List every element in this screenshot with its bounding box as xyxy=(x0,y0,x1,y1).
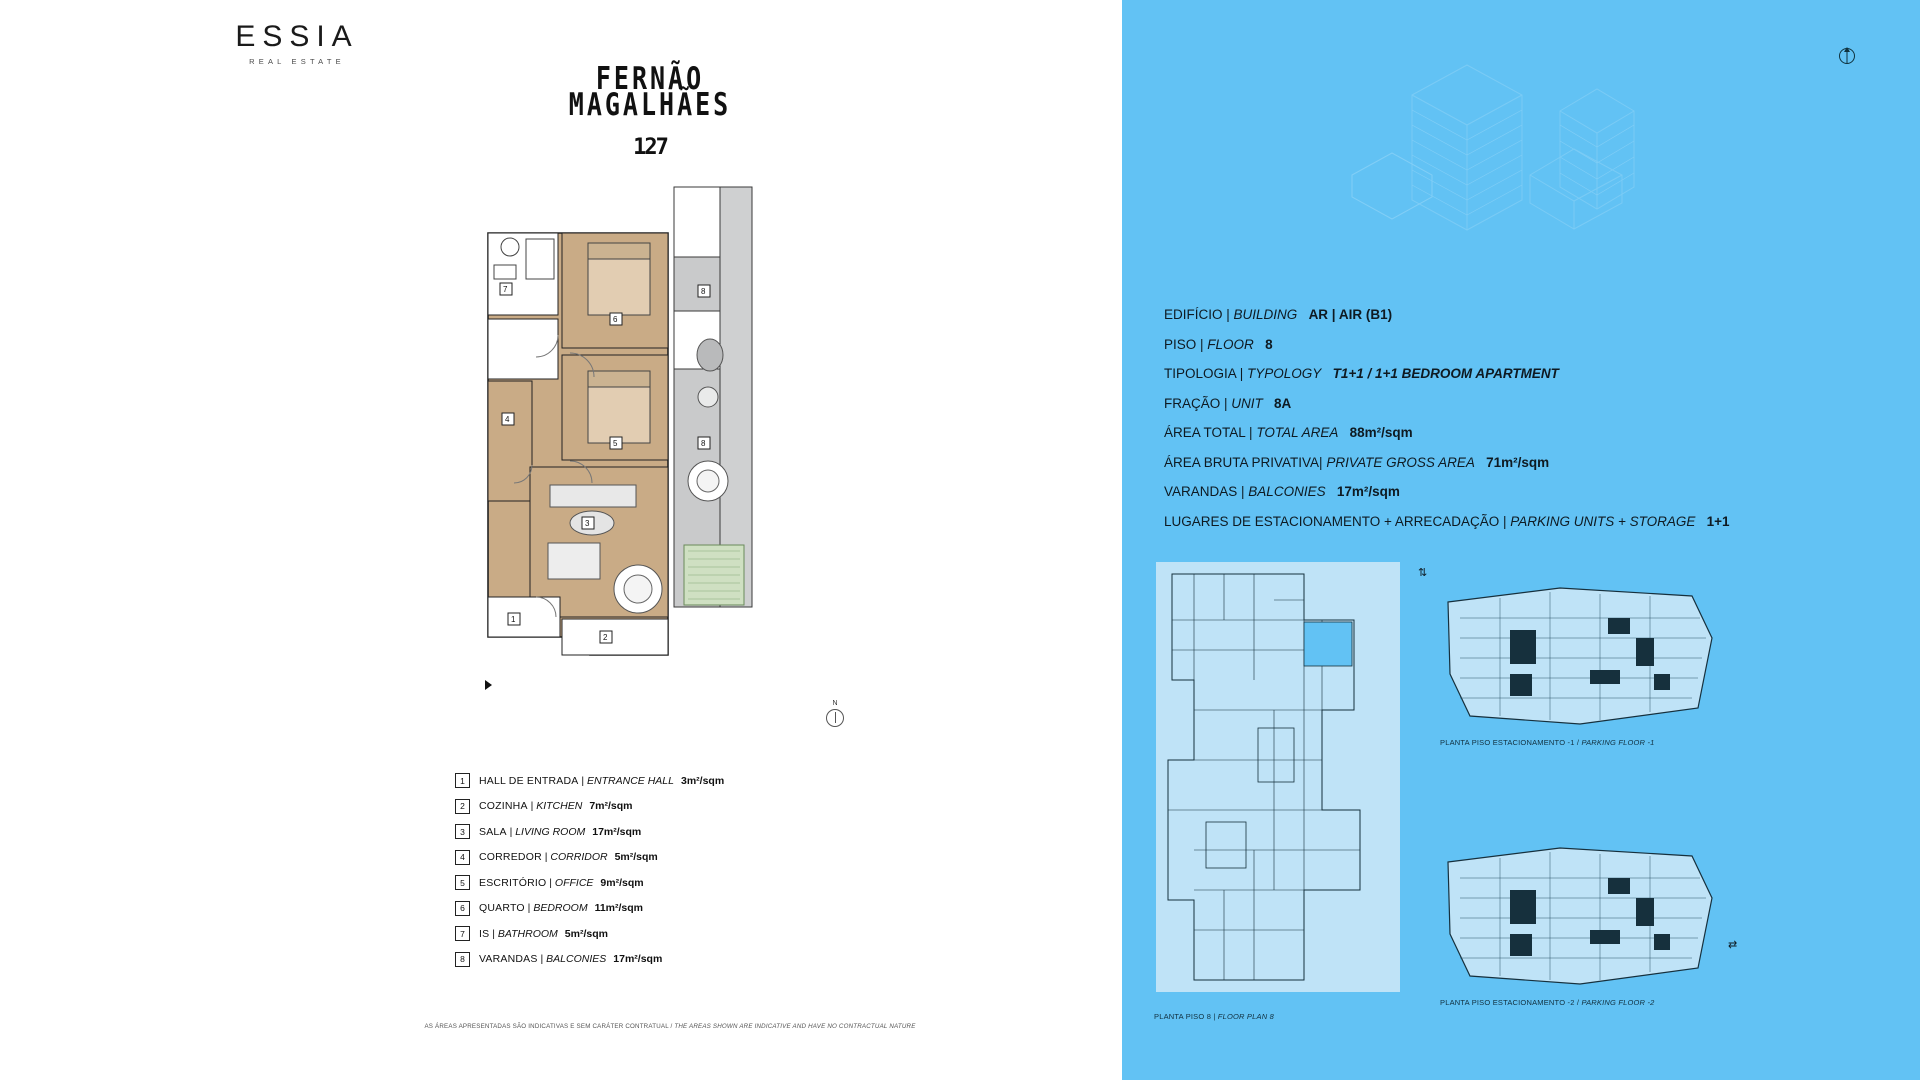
spec-row: ÁREA TOTAL | TOTAL AREA 88m²/sqm xyxy=(1164,425,1413,440)
north-label: N xyxy=(832,700,838,707)
key-plan-caption xyxy=(1154,1012,1274,1021)
caption-pt: PLANTA PISO ESTACIONAMENTO -2 / xyxy=(1440,998,1580,1007)
legend-item: 3 SALA | LIVING ROOM 17m²/sqm xyxy=(455,819,885,845)
caption-en: PARKING FLOOR -1 xyxy=(1581,738,1655,747)
caption-en: PARKING FLOOR -2 xyxy=(1581,998,1655,1007)
legend-number: 4 xyxy=(455,850,470,865)
disclaimer-en: THE AREAS SHOWN ARE INDICATIVE AND HAVE NO CONTRACTUAL NATURE xyxy=(674,1023,916,1030)
legend-item: 2 COZINHA | KITCHEN 7m²/sqm xyxy=(455,794,885,820)
spec-label-en: FLOOR xyxy=(1207,336,1254,352)
legend-label-en: KITCHEN xyxy=(536,800,583,813)
caption-pt: PLANTA PISO ESTACIONAMENTO -1 / xyxy=(1440,738,1580,747)
spec-label-pt: VARANDAS xyxy=(1164,484,1238,499)
legend-label-en: CORRIDOR xyxy=(550,851,608,864)
legend-label-en: ENTRANCE HALL xyxy=(587,774,674,787)
legend-label-pt: VARANDAS xyxy=(479,953,538,966)
legend-label-pt: QUARTO xyxy=(479,902,525,915)
legend-number: 7 xyxy=(455,926,470,941)
svg-text:5: 5 xyxy=(613,439,618,448)
legend-area: 3m²/sqm xyxy=(680,774,725,787)
svg-text:7: 7 xyxy=(503,285,508,294)
spec-value: T1+1 / 1+1 BEDROOM APARTMENT xyxy=(1332,366,1559,381)
spec-label-en: BUILDING xyxy=(1233,307,1298,322)
compass-icon xyxy=(1836,45,1858,67)
legend-label-en: OFFICE xyxy=(554,876,594,889)
legend-number: 3 xyxy=(455,824,470,839)
key-plan-caption xyxy=(1440,738,1655,747)
spec-label-pt: TIPOLOGIA xyxy=(1164,366,1237,381)
north-arrow-icon xyxy=(820,700,850,727)
spec-label-en: UNIT xyxy=(1231,395,1263,411)
legend-number: 2 xyxy=(455,799,470,814)
legend-number: 1 xyxy=(455,773,470,788)
legend-area: 17m²/sqm xyxy=(592,825,642,838)
spec-value: 88m²/sqm xyxy=(1349,425,1413,440)
legend-item: 8 VARANDAS | BALCONIES 17m²/sqm xyxy=(455,947,885,973)
legend-label-pt: HALL DE ENTRADA xyxy=(479,774,579,787)
legend-label-pt: COZINHA xyxy=(479,800,528,813)
spec-row: LUGARES DE ESTACIONAMENTO + ARRECADAÇÃO | PARKING UNITS + STORAGE 1+1 xyxy=(1164,513,1730,529)
spec-value: 1+1 xyxy=(1706,513,1730,529)
disclaimer xyxy=(400,1023,940,1030)
legend-item: 4 CORREDOR | CORRIDOR 5m²/sqm xyxy=(455,845,885,871)
legend-item: 1 HALL DE ENTRADA | ENTRANCE HALL 3m²/sqm xyxy=(455,768,885,794)
legend-area: 7m²/sqm xyxy=(589,800,633,813)
project-title-line1: FERNÃO xyxy=(595,60,705,97)
legend-number: 5 xyxy=(455,875,470,890)
company-logo xyxy=(222,22,372,66)
legend-item: 7 IS | BATHROOM 5m²/sqm xyxy=(455,921,885,947)
entrance-arrow-icon: ⇅ xyxy=(1418,567,1428,579)
legend-label-en: BEDROOM xyxy=(533,902,588,915)
spec-row: EDIFÍCIO | BUILDING AR | AIR (B1) xyxy=(1164,307,1393,322)
spec-row: ÁREA BRUTA PRIVATIVA| PRIVATE GROSS AREA 71m²/sqm xyxy=(1164,454,1550,470)
spec-label-en: PARKING UNITS + STORAGE xyxy=(1510,513,1696,529)
spec-row: VARANDAS | BALCONIES 17m²/sqm xyxy=(1164,484,1400,499)
legend-area: 5m²/sqm xyxy=(614,851,658,864)
legend-label-pt: IS xyxy=(479,927,490,940)
legend-label-en: LIVING ROOM xyxy=(515,825,586,838)
apartment-floor-plan xyxy=(470,185,830,745)
spec-value: 8 xyxy=(1265,336,1273,352)
svg-text:4: 4 xyxy=(505,415,510,424)
spec-label-en: PRIVATE GROSS AREA xyxy=(1326,454,1475,470)
svg-text:8: 8 xyxy=(701,287,706,296)
svg-text:1: 1 xyxy=(511,615,516,624)
spec-label-pt: ÁREA BRUTA PRIVATIVA xyxy=(1164,454,1320,470)
legend-item: 6 QUARTO | BEDROOM 11m²/sqm xyxy=(455,896,885,922)
svg-text:3: 3 xyxy=(585,519,590,528)
legend-area: 9m²/sqm xyxy=(600,876,644,889)
spec-label-pt: ÁREA TOTAL xyxy=(1164,425,1246,440)
building-isometric-illustration xyxy=(1292,25,1752,245)
spec-row: FRAÇÃO | UNIT 8A xyxy=(1164,395,1292,411)
spec-value: 8A xyxy=(1274,395,1292,411)
spec-label-en: BALCONIES xyxy=(1248,484,1326,499)
key-plan-floor-8 xyxy=(1154,560,1409,1030)
unit-specifications xyxy=(1164,300,1884,536)
exit-arrow-icon: ⇄ xyxy=(1728,939,1738,951)
spec-label-pt: LUGARES DE ESTACIONAMENTO + ARRECADAÇÃO xyxy=(1164,513,1500,529)
caption-en: FLOOR PLAN 8 xyxy=(1217,1012,1274,1021)
spec-label-pt: EDIFÍCIO xyxy=(1164,307,1223,322)
spec-value: AR | AIR (B1) xyxy=(1308,307,1393,322)
spec-label-en: TYPOLOGY xyxy=(1247,366,1322,381)
spec-value: 71m²/sqm xyxy=(1486,454,1550,470)
spec-row: PISO | FLOOR 8 xyxy=(1164,336,1273,352)
svg-text:8: 8 xyxy=(701,439,706,448)
spec-label-pt: FRAÇÃO xyxy=(1164,395,1221,411)
legend-label-en: BALCONIES xyxy=(546,953,607,966)
logo-subtitle: REAL ESTATE xyxy=(249,57,345,66)
legend-area: 5m²/sqm xyxy=(564,927,608,940)
project-title xyxy=(520,60,780,160)
key-plan-caption xyxy=(1440,998,1655,1007)
room-legend xyxy=(455,768,885,972)
key-plan-parking-minus-2 xyxy=(1440,838,1738,1008)
legend-label-en: BATHROOM xyxy=(497,927,558,940)
svg-text:6: 6 xyxy=(613,315,618,324)
right-panel xyxy=(1122,0,1920,1080)
svg-text:2: 2 xyxy=(603,633,608,642)
legend-area: 11m²/sqm xyxy=(594,902,644,915)
legend-label-pt: ESCRITÓRIO xyxy=(479,876,547,889)
spec-label-pt: PISO xyxy=(1164,336,1197,352)
spec-value: 17m²/sqm xyxy=(1336,484,1400,499)
legend-number: 8 xyxy=(455,952,470,967)
spec-label-en: TOTAL AREA xyxy=(1256,425,1339,440)
legend-area: 17m²/sqm xyxy=(613,953,663,966)
entry-arrow-icon xyxy=(485,680,492,690)
disclaimer-pt: AS ÁREAS APRESENTADAS SÃO INDICATIVAS E SEM CARÁTER CONTRATUAL / xyxy=(424,1023,673,1030)
legend-item: 5 ESCRITÓRIO | OFFICE 9m²/sqm xyxy=(455,870,885,896)
project-title-line2: MAGALHÃES xyxy=(568,86,732,123)
logo-brand: ESSIA xyxy=(235,20,359,53)
spec-row: TIPOLOGIA | TYPOLOGY T1+1 / 1+1 BEDROOM APARTMENT xyxy=(1164,366,1559,381)
key-plan-parking-minus-1 xyxy=(1418,567,1730,748)
legend-label-pt: SALA xyxy=(479,825,507,838)
caption-pt: PLANTA PISO 8 | xyxy=(1154,1012,1216,1021)
legend-number: 6 xyxy=(455,901,470,916)
legend-label-pt: CORREDOR xyxy=(479,851,542,864)
project-number: 127 xyxy=(633,134,667,160)
